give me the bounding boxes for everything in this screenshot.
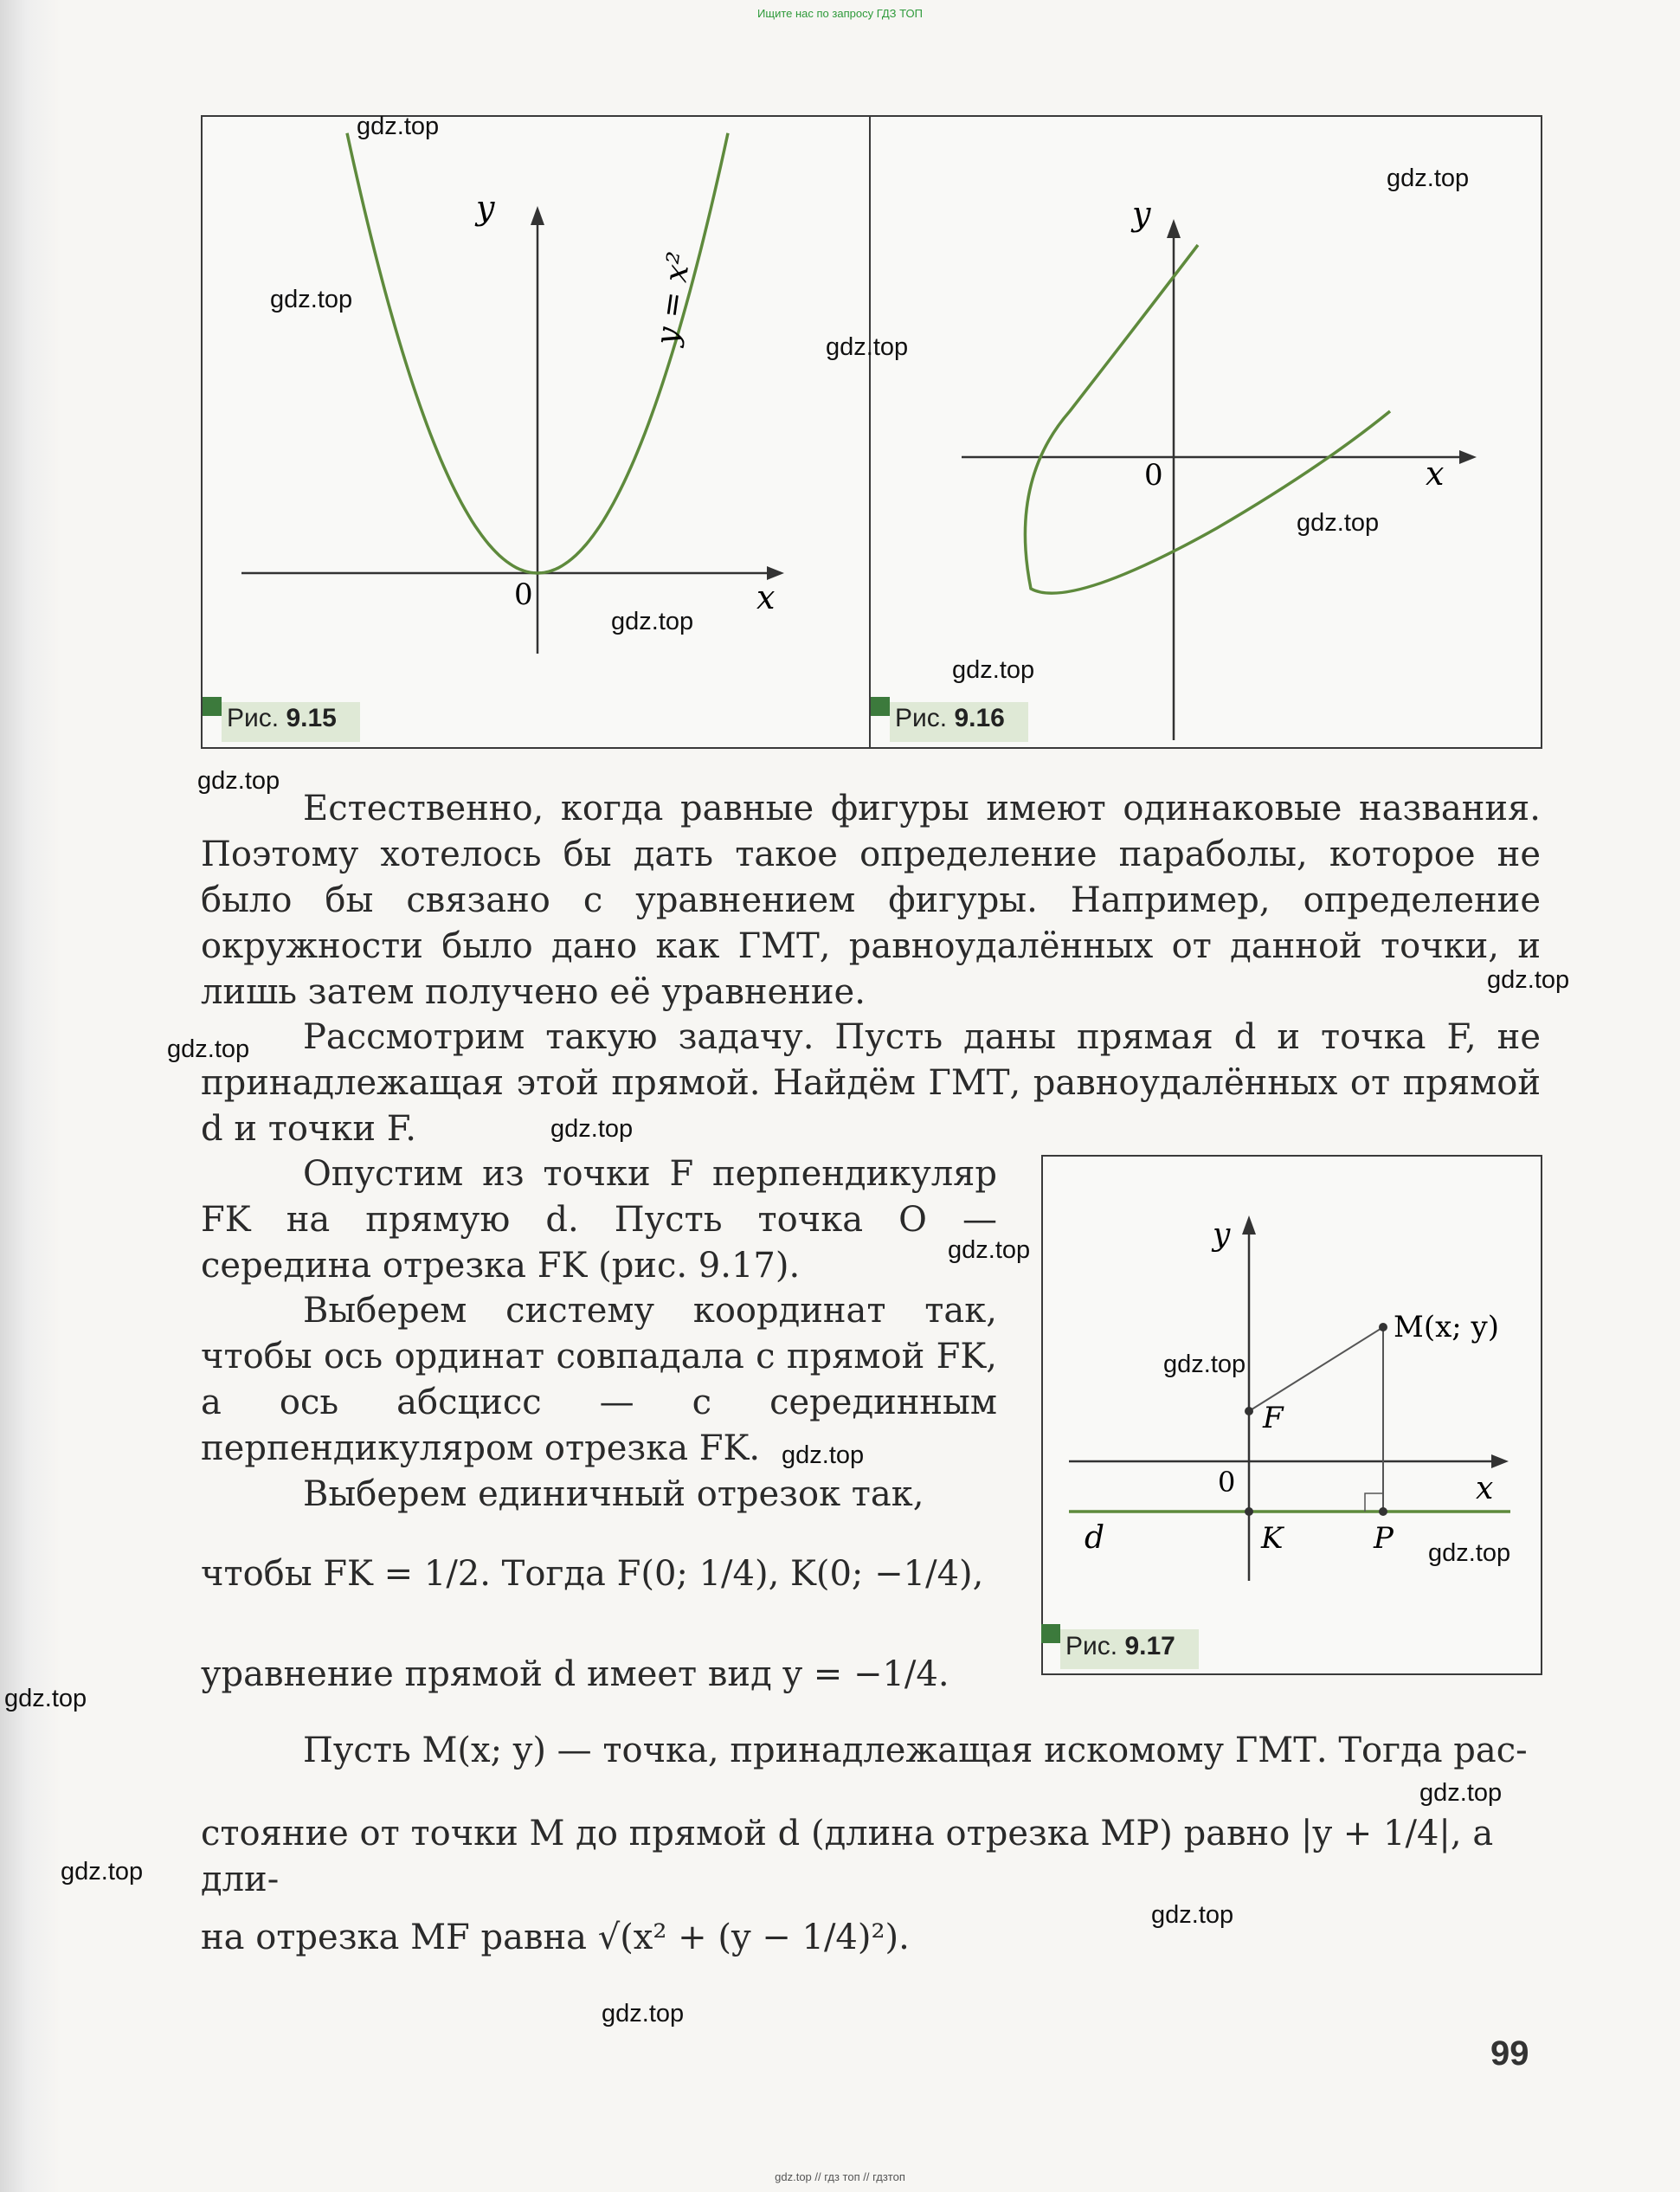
y-axis-arrow-icon: [1167, 219, 1181, 238]
point-f: [1245, 1407, 1253, 1415]
watermark[interactable]: gdz.top: [270, 286, 353, 313]
figure-9-17-graph: [1043, 1157, 1541, 1673]
caption-marker: [871, 697, 890, 716]
paragraph-6-line-2: стояние от точки M до прямой d (длина отрезка MP) равно |y + 1/4|, а дли-: [201, 1814, 1494, 1899]
x-axis-arrow-icon: [1459, 450, 1477, 464]
origin-label: 0: [514, 577, 533, 612]
x-axis-label: x: [756, 578, 776, 616]
y-axis-label: y: [1213, 1217, 1231, 1253]
watermark[interactable]: gdz.top: [1487, 966, 1570, 994]
caption-9-17: Рис. 9.17: [1065, 1632, 1175, 1660]
y-axis-label: y: [1132, 195, 1151, 233]
point-p-label: P: [1374, 1521, 1394, 1556]
watermark[interactable]: gdz.top: [4, 1685, 87, 1712]
x-axis-arrow-icon: [1491, 1454, 1509, 1468]
paragraph-6-line-1: Пусть M(x; y) — точка, принадлежащая искомому ГМТ. Тогда рас-: [303, 1731, 1528, 1770]
x-axis-label: x: [1426, 455, 1445, 493]
caption-marker: [203, 697, 222, 716]
watermark[interactable]: gdz.top: [357, 113, 440, 140]
footer-link[interactable]: gdz.top // гдз топ // гдзтоп: [775, 2170, 905, 2183]
watermark[interactable]: gdz.top: [61, 1858, 144, 1886]
point-p: [1379, 1507, 1387, 1516]
watermark[interactable]: gdz.top: [782, 1441, 865, 1469]
header-link[interactable]: Ищите нас по запросу ГДЗ ТОП: [757, 7, 923, 20]
book-spine-shadow: [0, 0, 61, 2192]
watermark[interactable]: gdz.top: [1163, 1351, 1246, 1378]
page-number: 99: [1490, 2034, 1529, 2073]
paragraph-5-line-3: уравнение прямой d имеет вид y = −1/4.: [201, 1654, 949, 1694]
paragraph-5-line-1: Выберем единичный отрезок так,: [303, 1474, 924, 1514]
watermark[interactable]: gdz.top: [602, 2000, 685, 2028]
figure-9-15: [201, 115, 872, 749]
point-m: [1379, 1323, 1387, 1331]
figure-9-17: [1041, 1155, 1542, 1675]
paragraph-5-line-2: чтобы FK = 1/2. Тогда F(0; 1/4), K(0; −1/4),: [201, 1554, 984, 1594]
watermark[interactable]: gdz.top: [952, 656, 1035, 684]
figure-9-16: [869, 115, 1542, 749]
watermark[interactable]: gdz.top: [550, 1115, 634, 1143]
caption-9-15: Рис. 9.15: [227, 704, 337, 732]
point-m-label: M(x; y): [1394, 1310, 1499, 1344]
paragraph-1: Естественно, когда равные фигуры имеют одинаковые названия. Поэтому хотелось бы дать такое определение параболы, которое не было бы связано с уравнением фигуры. Например, определение окружности было дано как ГМТ, равноудалённых от данной точки, и лишь затем получено её уравнение.: [201, 789, 1541, 1012]
point-k: [1245, 1507, 1253, 1516]
rotated-parabola-curve: [1025, 245, 1390, 593]
y-axis-label: y: [476, 189, 495, 227]
x-axis-label: x: [1476, 1471, 1494, 1506]
figure-9-15-graph: [203, 117, 871, 747]
watermark[interactable]: gdz.top: [948, 1236, 1031, 1264]
point-k-label: K: [1261, 1521, 1284, 1556]
watermark[interactable]: gdz.top: [1428, 1539, 1511, 1567]
caption-marker: [1041, 1624, 1060, 1643]
point-f-label: F: [1263, 1401, 1284, 1435]
y-axis-arrow-icon: [531, 206, 544, 225]
paragraph-3: Опустим из точки F перпендикуляр FK на прямую d. Пусть точка O — середина отрезка FK (рис. 9.17).: [201, 1154, 997, 1286]
watermark[interactable]: gdz.top: [611, 608, 694, 635]
watermark[interactable]: gdz.top: [167, 1035, 250, 1063]
y-axis-arrow-icon: [1242, 1215, 1256, 1235]
paragraph-4: Выберем систему координат так, чтобы ось ординат совпадала с прямой FK, а ось абсцисс — с серединным перпендикуляром отрезка FK.: [201, 1291, 997, 1468]
figure-9-16-graph: [871, 117, 1541, 747]
watermark[interactable]: gdz.top: [1151, 1901, 1234, 1929]
caption-9-16: Рис. 9.16: [895, 704, 1005, 732]
origin-label: 0: [1144, 458, 1163, 493]
watermark[interactable]: gdz.top: [197, 767, 280, 795]
watermark[interactable]: gdz.top: [826, 333, 909, 361]
curve-label: y = x²: [649, 249, 698, 348]
paragraph-2: Рассмотрим такую задачу. Пусть даны прямая d и точка F, не принадлежащая этой прямой. Найдём ГМТ, равноудалённых от прямой d и точки F.: [201, 1017, 1541, 1149]
watermark[interactable]: gdz.top: [1387, 164, 1470, 192]
paragraph-6-line-3: на отрезка MF равна √(x² + (y − 1/4)²).: [201, 1918, 910, 1957]
origin-label: 0: [1218, 1466, 1236, 1499]
watermark[interactable]: gdz.top: [1419, 1779, 1503, 1807]
line-d-label: d: [1085, 1520, 1105, 1556]
watermark[interactable]: gdz.top: [1297, 509, 1380, 537]
